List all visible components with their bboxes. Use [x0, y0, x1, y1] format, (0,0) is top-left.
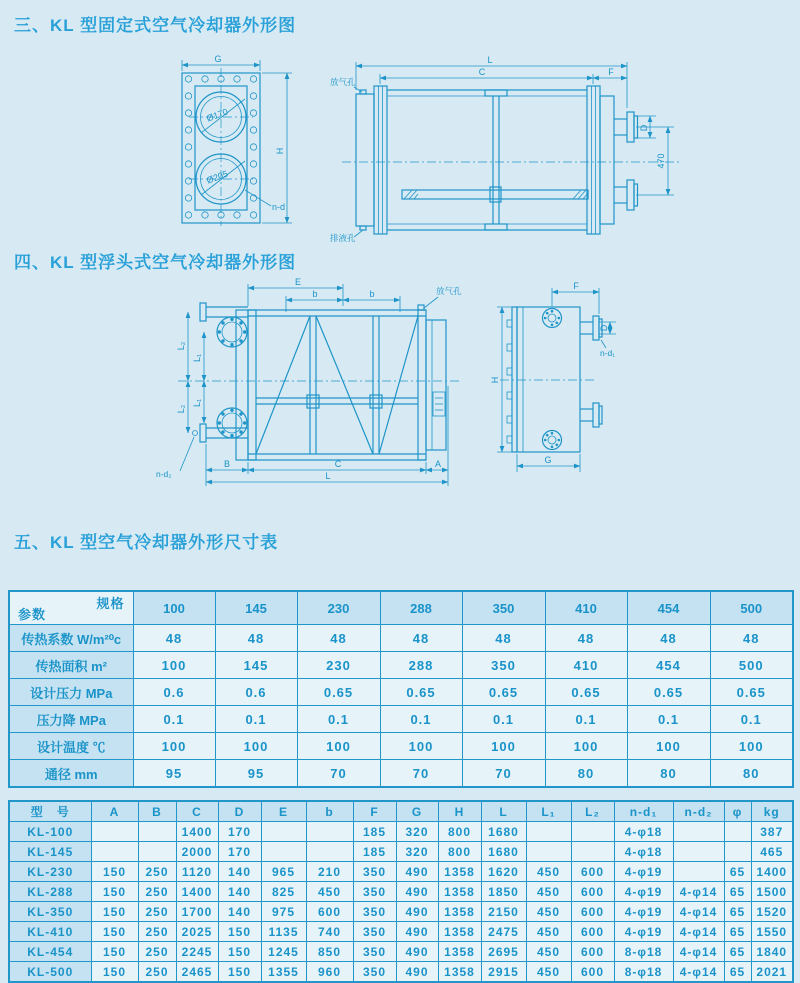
dim-f-label: F	[573, 281, 579, 291]
dim-value-cell: 2021	[751, 962, 793, 983]
dim-column-header: L₁	[526, 801, 571, 822]
param-row	[9, 706, 793, 733]
param-value-cell: 350	[462, 652, 545, 679]
dim-value-cell	[306, 822, 353, 842]
param-column-header: 454	[627, 591, 710, 625]
param-value-cell: 100	[545, 733, 627, 760]
param-column-header: 100	[133, 591, 215, 625]
dim-value-cell: 150	[91, 962, 138, 983]
vent-hole-label: 放气孔	[330, 77, 356, 87]
dim-470-label: 470	[656, 153, 666, 169]
dim-value-cell	[571, 822, 614, 842]
dim-value-cell: 65	[724, 962, 751, 983]
dim-value-cell: 2000	[176, 842, 218, 862]
drain-hole-label: 排液孔	[330, 233, 356, 243]
dim-value-cell: 1850	[481, 882, 526, 902]
param-value-cell: 95	[215, 760, 297, 788]
dim-value-cell: 450	[526, 962, 571, 983]
param-value-cell: 100	[215, 733, 297, 760]
dim-row	[9, 902, 793, 922]
dim-value-cell: 65	[724, 902, 751, 922]
dim-value-cell: 450	[526, 882, 571, 902]
dim-value-cell: 490	[396, 882, 438, 902]
dim-value-cell: 185	[353, 822, 396, 842]
dim-value-cell: 150	[91, 902, 138, 922]
dim-value-cell: 2465	[176, 962, 218, 983]
dim-d-label: D	[599, 324, 609, 332]
bolt-count-nd1-label: n-d₁	[600, 348, 616, 358]
dim-value-cell	[91, 822, 138, 842]
dim-value-cell: 450	[306, 882, 353, 902]
param-column-header: 410	[545, 591, 627, 625]
dim-value-cell: 450	[526, 942, 571, 962]
dim-value-cell: 600	[571, 902, 614, 922]
dim-value-cell: 65	[724, 862, 751, 882]
dim-column-header: φ	[724, 801, 751, 822]
dim-header-row	[9, 801, 793, 822]
section4-title: 四、KL 型浮头式空气冷却器外形图	[14, 253, 297, 272]
dim-value-cell: 960	[306, 962, 353, 983]
param-row-label: 设计压力 MPa	[9, 679, 133, 706]
dim-value-cell: 65	[724, 882, 751, 902]
dim-h-label: H	[490, 376, 500, 384]
dim-value-cell: 170	[218, 842, 261, 862]
param-row-label: 传热面积 m²	[9, 652, 133, 679]
param-value-cell: 0.65	[297, 679, 380, 706]
dim-value-cell: 490	[396, 902, 438, 922]
dim-value-cell: 4-φ19	[614, 902, 673, 922]
dim-value-cell	[306, 842, 353, 862]
dim-value-cell: 800	[438, 822, 481, 842]
dim-model-cell: KL-145	[9, 842, 91, 862]
parameter-table-body	[9, 591, 793, 787]
param-column-header: 288	[380, 591, 462, 625]
fixed-cooler-side-view-drawing	[330, 50, 798, 246]
dim-column-header: kg	[751, 801, 793, 822]
dim-value-cell: 4-φ14	[673, 942, 724, 962]
dim-column-header: C	[176, 801, 218, 822]
dim-value-cell: 2695	[481, 942, 526, 962]
dim-value-cell: 1355	[261, 962, 306, 983]
dim-d-label: D	[639, 124, 649, 132]
param-value-cell: 100	[297, 733, 380, 760]
param-value-cell: 80	[710, 760, 793, 788]
section3-title: 三、KL 型固定式空气冷却器外形图	[14, 16, 297, 35]
param-value-cell: 0.1	[133, 706, 215, 733]
param-value-cell: 0.65	[380, 679, 462, 706]
dim-c-label: C	[478, 67, 486, 77]
bolt-count-label: n-d	[272, 202, 286, 212]
dim-value-cell: 140	[218, 902, 261, 922]
dim-value-cell: 250	[138, 862, 176, 882]
param-value-cell: 48	[545, 625, 627, 652]
param-value-cell: 0.1	[627, 706, 710, 733]
param-value-cell: 0.65	[710, 679, 793, 706]
param-value-cell: 0.1	[380, 706, 462, 733]
param-row-label: 设计温度 ℃	[9, 733, 133, 760]
dim-value-cell: 250	[138, 902, 176, 922]
dim-value-cell: 1700	[176, 902, 218, 922]
param-value-cell: 0.65	[627, 679, 710, 706]
dim-value-cell: 350	[353, 862, 396, 882]
dim-value-cell: 2245	[176, 942, 218, 962]
dim-value-cell: 2025	[176, 922, 218, 942]
param-value-cell: 100	[627, 733, 710, 760]
dim-value-cell: 1400	[176, 882, 218, 902]
left-nozzles	[193, 303, 249, 442]
param-value-cell: 70	[462, 760, 545, 788]
dim-value-cell	[526, 842, 571, 862]
dim-value-cell: 150	[91, 922, 138, 942]
dim-model-cell: KL-350	[9, 902, 91, 922]
param-value-cell: 288	[380, 652, 462, 679]
dim-value-cell: 1840	[751, 942, 793, 962]
dim-model-cell: KL-500	[9, 962, 91, 983]
dim-value-cell: 65	[724, 942, 751, 962]
dim-value-cell: 4-φ19	[614, 862, 673, 882]
dim-value-cell: 2475	[481, 922, 526, 942]
dim-value-cell: 4-φ14	[673, 902, 724, 922]
param-row	[9, 625, 793, 652]
dim-g-label: G	[214, 54, 222, 64]
dim-column-header: A	[91, 801, 138, 822]
dimension-table	[8, 800, 794, 983]
dim-value-cell: 4-φ19	[614, 882, 673, 902]
flange-plate	[182, 68, 260, 226]
dim-value-cell: 150	[91, 942, 138, 962]
dim-value-cell: 4-φ14	[673, 882, 724, 902]
param-value-cell: 0.1	[297, 706, 380, 733]
dim-L-label: L	[325, 471, 331, 481]
dim-value-cell: 490	[396, 862, 438, 882]
floating-cooler-end-view-drawing	[478, 276, 694, 488]
parameter-table	[8, 590, 794, 788]
dim-l1-bottom-label: L₁	[192, 398, 202, 408]
param-value-cell: 48	[462, 625, 545, 652]
dim-value-cell	[724, 842, 751, 862]
param-column-header: 500	[710, 591, 793, 625]
dim-value-cell: 450	[526, 902, 571, 922]
dim-B-label: B	[223, 459, 231, 469]
dim-l2-bottom-label: L₂	[176, 404, 186, 414]
param-value-cell: 48	[627, 625, 710, 652]
param-value-cell: 100	[710, 733, 793, 760]
param-value-cell: 0.6	[215, 679, 297, 706]
param-value-cell: 100	[133, 733, 215, 760]
dim-value-cell: 1358	[438, 962, 481, 983]
dim-value-cell: 1400	[176, 822, 218, 842]
vent-hole-label: 放气孔	[436, 286, 462, 296]
dim-value-cell: 350	[353, 942, 396, 962]
dim-value-cell: 1358	[438, 862, 481, 882]
dim-e-label: E	[294, 277, 302, 287]
param-value-cell: 0.6	[133, 679, 215, 706]
param-value-cell: 48	[380, 625, 462, 652]
param-value-cell: 230	[297, 652, 380, 679]
section5-title: 五、KL 型空气冷却器外形尺寸表	[14, 533, 279, 552]
hole-dia-bottom-label: Ø205	[205, 168, 230, 186]
param-value-cell: 0.1	[215, 706, 297, 733]
corner-spec-label: 规格	[96, 596, 125, 611]
dim-value-cell: 600	[306, 902, 353, 922]
param-value-cell: 70	[380, 760, 462, 788]
corner-param-label: 参数	[18, 607, 47, 622]
dim-value-cell: 250	[138, 942, 176, 962]
dim-value-cell	[138, 842, 176, 862]
dim-value-cell: 210	[306, 862, 353, 882]
dim-value-cell: 250	[138, 962, 176, 983]
dim-value-cell	[138, 822, 176, 842]
dim-column-header: H	[438, 801, 481, 822]
dim-value-cell: 1550	[751, 922, 793, 942]
param-value-cell: 410	[545, 652, 627, 679]
dim-value-cell: 465	[751, 842, 793, 862]
dim-value-cell: 185	[353, 842, 396, 862]
dim-value-cell: 850	[306, 942, 353, 962]
truss-frame	[236, 305, 446, 460]
dim-row	[9, 882, 793, 902]
dim-model-cell: KL-100	[9, 822, 91, 842]
dim-value-cell: 1358	[438, 882, 481, 902]
dim-value-cell: 250	[138, 882, 176, 902]
dim-value-cell	[724, 822, 751, 842]
dim-value-cell: 740	[306, 922, 353, 942]
hole-dia-top-label: Ø170	[205, 106, 230, 124]
nozzle-bottom	[614, 180, 638, 210]
dim-C-label: C	[334, 459, 342, 469]
param-row	[9, 679, 793, 706]
dim-value-cell: 140	[218, 882, 261, 902]
dim-value-cell: 1520	[751, 902, 793, 922]
dim-value-cell: 1358	[438, 942, 481, 962]
param-row-label: 传热系数 W/m²⁰c	[9, 625, 133, 652]
dim-value-cell: 150	[91, 862, 138, 882]
dim-value-cell: 350	[353, 922, 396, 942]
dim-value-cell: 2150	[481, 902, 526, 922]
dim-value-cell	[261, 842, 306, 862]
dim-value-cell: 150	[218, 942, 261, 962]
dim-value-cell: 350	[353, 962, 396, 983]
dim-value-cell: 1500	[751, 882, 793, 902]
dim-b1-label: b	[312, 289, 318, 299]
dim-value-cell: 4-φ18	[614, 822, 673, 842]
nozzle-top	[614, 112, 638, 142]
param-value-cell: 48	[297, 625, 380, 652]
param-value-cell: 48	[215, 625, 297, 652]
dim-column-header: L	[481, 801, 526, 822]
dim-value-cell: 1358	[438, 922, 481, 942]
dim-value-cell: 965	[261, 862, 306, 882]
param-column-header: 145	[215, 591, 297, 625]
dim-value-cell: 600	[571, 922, 614, 942]
dim-value-cell: 600	[571, 882, 614, 902]
param-value-cell: 48	[133, 625, 215, 652]
dim-column-header: b	[306, 801, 353, 822]
dim-value-cell: 1400	[751, 862, 793, 882]
dim-model-cell: KL-230	[9, 862, 91, 882]
dim-value-cell	[673, 842, 724, 862]
dim-value-cell: 450	[526, 862, 571, 882]
dim-value-cell: 150	[218, 922, 261, 942]
dim-value-cell	[91, 842, 138, 862]
param-value-cell: 100	[133, 652, 215, 679]
dim-column-header: E	[261, 801, 306, 822]
dim-A-label: A	[434, 459, 442, 469]
dim-value-cell: 350	[353, 882, 396, 902]
param-row	[9, 652, 793, 679]
param-value-cell: 95	[133, 760, 215, 788]
dim-model-cell: KL-410	[9, 922, 91, 942]
param-column-header: 230	[297, 591, 380, 625]
dim-column-header: G	[396, 801, 438, 822]
param-value-cell: 80	[627, 760, 710, 788]
param-value-cell: 100	[462, 733, 545, 760]
dim-row	[9, 842, 793, 862]
param-row	[9, 733, 793, 760]
dim-f-label: F	[608, 67, 614, 77]
param-header-row	[9, 591, 793, 625]
dim-value-cell: 4-φ14	[673, 922, 724, 942]
dim-column-header: F	[353, 801, 396, 822]
cooler-body	[342, 86, 682, 234]
dim-row	[9, 962, 793, 983]
param-value-cell: 100	[380, 733, 462, 760]
dim-value-cell: 825	[261, 882, 306, 902]
dim-value-cell	[571, 842, 614, 862]
dim-column-header: n-d₂	[673, 801, 724, 822]
param-column-header: 350	[462, 591, 545, 625]
dim-value-cell: 450	[526, 922, 571, 942]
dim-value-cell: 8-φ18	[614, 942, 673, 962]
param-value-cell: 70	[297, 760, 380, 788]
nozzle-bottom	[580, 403, 602, 427]
dim-value-cell: 600	[571, 862, 614, 882]
bolt-count-nd2-label: n-d₂	[156, 469, 172, 479]
dim-value-cell: 490	[396, 962, 438, 983]
dim-value-cell: 320	[396, 822, 438, 842]
param-value-cell: 0.1	[462, 706, 545, 733]
dim-g-label: G	[544, 455, 552, 465]
fixed-cooler-front-view-drawing	[153, 54, 305, 240]
dim-value-cell: 600	[571, 942, 614, 962]
dim-value-cell	[261, 822, 306, 842]
param-row-label: 通径 mm	[9, 760, 133, 788]
dim-value-cell: 4-φ19	[614, 922, 673, 942]
dim-l2-top-label: L₂	[176, 341, 186, 351]
dim-value-cell: 65	[724, 922, 751, 942]
param-value-cell: 48	[710, 625, 793, 652]
dim-column-header: 型 号	[9, 801, 91, 822]
param-row-label: 压力降 MPa	[9, 706, 133, 733]
dim-value-cell: 170	[218, 822, 261, 842]
dim-value-cell: 250	[138, 922, 176, 942]
dim-value-cell: 1135	[261, 922, 306, 942]
dim-column-header: B	[138, 801, 176, 822]
dim-value-cell	[526, 822, 571, 842]
dimension-table-body	[9, 801, 793, 982]
param-value-cell: 0.65	[462, 679, 545, 706]
dim-value-cell: 490	[396, 942, 438, 962]
dim-value-cell: 4-φ14	[673, 962, 724, 983]
dim-value-cell: 1120	[176, 862, 218, 882]
param-value-cell: 454	[627, 652, 710, 679]
dim-column-header: D	[218, 801, 261, 822]
dim-value-cell: 800	[438, 842, 481, 862]
dim-l1-top-label: L₁	[192, 353, 202, 363]
dim-value-cell	[673, 862, 724, 882]
param-value-cell: 0.1	[710, 706, 793, 733]
dim-model-cell: KL-288	[9, 882, 91, 902]
dim-column-header: L₂	[571, 801, 614, 822]
param-value-cell: 80	[545, 760, 627, 788]
dim-value-cell	[673, 822, 724, 842]
param-corner-cell	[9, 591, 133, 625]
dim-l-label: L	[487, 55, 493, 65]
dim-value-cell: 1245	[261, 942, 306, 962]
dim-b2-label: b	[369, 289, 375, 299]
dim-value-cell: 150	[91, 882, 138, 902]
dim-value-cell: 387	[751, 822, 793, 842]
dim-row	[9, 862, 793, 882]
dim-value-cell: 350	[353, 902, 396, 922]
dim-value-cell: 1358	[438, 902, 481, 922]
dim-value-cell: 150	[218, 962, 261, 983]
dim-value-cell: 600	[571, 962, 614, 983]
dim-value-cell: 8-φ18	[614, 962, 673, 983]
dim-value-cell: 1680	[481, 822, 526, 842]
param-value-cell: 145	[215, 652, 297, 679]
dim-row	[9, 922, 793, 942]
dim-value-cell: 1680	[481, 842, 526, 862]
dim-value-cell: 490	[396, 922, 438, 942]
dim-row	[9, 942, 793, 962]
dim-row	[9, 822, 793, 842]
param-value-cell: 500	[710, 652, 793, 679]
dim-value-cell: 975	[261, 902, 306, 922]
param-row	[9, 760, 793, 788]
dim-value-cell: 140	[218, 862, 261, 882]
floating-cooler-side-view-drawing	[148, 276, 474, 488]
param-value-cell: 0.1	[545, 706, 627, 733]
dim-value-cell: 2915	[481, 962, 526, 983]
param-value-cell: 0.65	[545, 679, 627, 706]
dim-column-header: n-d₁	[614, 801, 673, 822]
dim-value-cell: 4-φ18	[614, 842, 673, 862]
dim-value-cell: 1620	[481, 862, 526, 882]
dim-value-cell: 320	[396, 842, 438, 862]
dim-model-cell: KL-454	[9, 942, 91, 962]
end-view-body	[500, 307, 596, 452]
dim-h-label: H	[275, 147, 285, 155]
